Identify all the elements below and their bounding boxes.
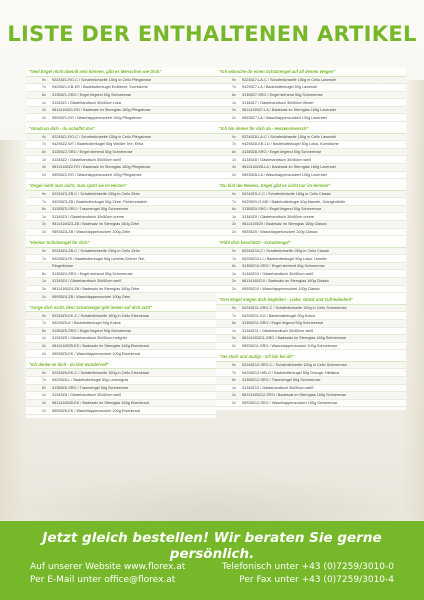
- article-quantity: 8x: [41, 385, 46, 390]
- article-description: 31355Z6-SRO / Traumengel 50g Schneerose: [52, 385, 129, 390]
- article-quantity: 3x: [41, 344, 46, 349]
- left-column: [26, 68, 216, 418]
- article-description: 98114165Z12-SRO / Badesalz im Sternglas 160g Schneerose: [242, 393, 347, 398]
- article-row: [26, 320, 216, 328]
- article-description: 92245Z3-ZB-C / Schafmilchseife 150g in Cello Zirbe: [52, 191, 140, 196]
- article-row: [216, 320, 406, 328]
- article-description: 94295Z9-O-MD / Badebutterkugel 50g Mandel, Orangenblüte: [242, 199, 346, 204]
- article-set-section: [216, 125, 406, 179]
- article-description: 98114165Z2-RO / Badesalz im Sternglas 160g Pfingstrose: [52, 165, 151, 170]
- article-row: [216, 156, 406, 164]
- article-row: [26, 134, 216, 142]
- article-description: 31345Z7 / Gästehandtuch 30x50cm flieder: [242, 100, 314, 105]
- section-title: "Weil Engel nicht überall sein können, gibt es Menschen wie Dich": [26, 68, 216, 77]
- article-quantity: 7x: [41, 256, 46, 261]
- article-quantity: 2x: [41, 408, 46, 413]
- article-row: [26, 350, 216, 358]
- article-description: 92245Z5-EK-C / Schafmilchseife 150g in Cello Eisenkraut: [52, 313, 150, 318]
- article-quantity: 9x: [41, 370, 46, 375]
- section-title: "Drei Engel mögen dich begleiten - Liebe, Glück und Zufriedenheit": [216, 296, 406, 305]
- article-row: [216, 221, 406, 229]
- article-quantity: 9x: [231, 248, 236, 253]
- article-quantity: 8x: [41, 92, 46, 97]
- article-description: 31355Z5-SRO / Engel liegend 50g Schneerose: [52, 328, 132, 333]
- article-set-section: [216, 68, 406, 122]
- article-description: 98114165Z1-RO / Badesalz im Sternglas 160g Pfingstrose: [52, 108, 151, 113]
- article-row: [26, 270, 216, 278]
- article-set-section: [26, 361, 216, 415]
- article-description: 95935Z7-LA / Waschlappenzuckerl 100g Lavendel: [242, 115, 327, 120]
- article-row: [26, 92, 216, 100]
- article-set-section: [26, 239, 216, 301]
- article-quantity: 3x: [231, 279, 236, 284]
- article-description: 95935Z12-SRO / Waschlappenzuckerl 100g Schneerose: [242, 401, 338, 406]
- article-quantity: 7x: [231, 85, 236, 90]
- article-quantity: 2x: [41, 172, 46, 177]
- article-description: 94295Z2-WT / Badebutterkugel 50g Weißer Tee, Erika: [52, 142, 144, 147]
- footer-slogan: Jetzt gleich bestellen! Wir beraten Sie gerne persönlich.: [42, 530, 382, 562]
- article-description: 31345Z4 / Gästehandtuch 30x50cm weiß: [52, 279, 122, 284]
- article-row: [216, 335, 406, 343]
- article-description: 31345Z5 / Gästehandtuch 30x50cm hellgrün: [52, 336, 127, 341]
- article-quantity: 9x: [231, 77, 236, 82]
- article-description: 31345Z3 / Gästehandtuch 30x50cm creme: [52, 214, 124, 219]
- article-row: [216, 134, 406, 142]
- article-row: [26, 343, 216, 351]
- article-description: 31345Z10 / Gästehandtuch 30x50cm weiß: [242, 271, 314, 276]
- article-row: [26, 328, 216, 336]
- article-quantity: 8x: [231, 150, 236, 155]
- article-row: [216, 305, 406, 313]
- article-quantity: 3x: [41, 222, 46, 227]
- article-row: [216, 278, 406, 286]
- article-description: 92245Z11-SRO-C / Schafmilchseife 150g in Cello Schneerose: [242, 306, 347, 311]
- article-description: 92245Z12-SRO-C / Schafmilchseife 150g in Cello Schneerose: [242, 363, 347, 368]
- article-description: 92245Z1-RO-C / Schafmilchseife 150g in Cello Pfingstrose: [52, 134, 151, 139]
- article-description: 94295Z11-KO / Badebutterkugel 50g Kokos: [242, 313, 316, 318]
- article-row: [26, 191, 216, 199]
- article-description: 92245Z4-ZB-C / Schafmilchseife 150g in Cello Zirbe: [52, 248, 140, 253]
- article-row: [216, 263, 406, 271]
- article-description: 94295Z12-HIB-O / Badebutterkugel 50g Orange, Hibiskus: [242, 370, 340, 375]
- article-quantity: 3x: [41, 286, 46, 291]
- article-quantity: 2x: [231, 401, 236, 406]
- article-quantity: 9x: [231, 134, 236, 139]
- article-quantity: 3x: [41, 165, 46, 170]
- article-description: 92245Z9-C-C / Schafmilchseife 150g in Cello Classic: [242, 191, 332, 196]
- footer-banner: [0, 521, 424, 600]
- article-row: [216, 270, 406, 278]
- article-description: 95935Z1-RO / Waschlappenzuckerl 100g Pfingstrose: [52, 115, 142, 120]
- article-row: [26, 248, 216, 256]
- article-description: 31355Z4-SRO / Engel stehend 50g Schneerose: [52, 271, 133, 276]
- article-description: 92245Z1-RO-C / Schafmilchseife 150g in Cello Pfingstrose: [52, 77, 151, 82]
- article-quantity: 3x: [41, 401, 46, 406]
- article-row: [26, 335, 216, 343]
- article-quantity: 1x: [41, 393, 46, 398]
- article-quantity: 9x: [41, 313, 46, 318]
- article-quantity: 3x: [231, 108, 236, 113]
- article-description: 31345Z8 / Gästehandtuch 30x50cm weiß: [242, 157, 312, 162]
- article-row: [26, 312, 216, 320]
- article-description: 98114165Z9 / Badesalz im Sternglas 160g Classic: [242, 222, 327, 227]
- article-set-section: [26, 125, 216, 179]
- footer-phone: Telefonisch unter +43 (0)7259/3010-0: [221, 562, 394, 572]
- article-quantity: 7x: [41, 321, 46, 326]
- article-description: 31355Z2-SRO / Engel stehend 50g Schneerose: [52, 150, 133, 155]
- article-quantity: 9x: [231, 306, 236, 311]
- article-row: [26, 369, 216, 377]
- article-description: 98114165Z8-LA / Badesalz im Sternglas 160g Lavendel: [242, 165, 336, 170]
- article-description: 95935Z3-ZB / Waschlappenzuckerl 100g Zirbe: [52, 229, 131, 234]
- decorative-background-left: [0, 140, 26, 520]
- article-row: [216, 99, 406, 107]
- article-quantity: 3x: [231, 393, 236, 398]
- article-set-section: [216, 296, 406, 350]
- article-quantity: 2x: [231, 115, 236, 120]
- article-row: [216, 77, 406, 85]
- article-quantity: 9x: [41, 248, 46, 253]
- article-quantity: 1x: [231, 100, 236, 105]
- article-description: 31345Z2 / Gästehandtuch 30x50cm weiß: [52, 157, 122, 162]
- article-row: [216, 369, 406, 377]
- section-title: "Kleiner Schutzengel für dich": [26, 239, 216, 248]
- article-row: [26, 114, 216, 122]
- article-set-section: [216, 239, 406, 293]
- footer-email[interactable]: Per E-Mail unter office@florex.at: [30, 575, 176, 585]
- article-description: 98114165Z4-ZB / Badesalz im Sternglas 160g Zirbe: [52, 286, 140, 291]
- article-quantity: 7x: [231, 199, 236, 204]
- article-row: [26, 385, 216, 393]
- article-quantity: 8x: [41, 150, 46, 155]
- article-row: [216, 286, 406, 294]
- article-row: [26, 400, 216, 408]
- article-quantity: 7x: [231, 256, 236, 261]
- section-title: "Glaub an dich - du schaffst das": [26, 125, 216, 134]
- article-description: 95935Z8-LA / Waschlappenzuckerl 100g Lavendel: [242, 172, 327, 177]
- section-title: "Ich wünsche dir einen Schutzengel auf all deinen Wegen": [216, 68, 406, 77]
- article-description: 98114165Z7-LA / Badesalz im Sternglas 160g Lavendel: [242, 108, 336, 113]
- article-row: [216, 385, 406, 393]
- footer-fax: Per Fax unter +43 (0)7259/3010-4: [239, 575, 394, 585]
- article-row: [26, 99, 216, 107]
- article-quantity: 3x: [231, 165, 236, 170]
- article-row: [26, 255, 216, 263]
- article-description: 95935Z5-EK / Waschlappenzuckerl 100g Eisenkraut: [52, 351, 140, 356]
- article-row: [216, 191, 406, 199]
- article-row: [216, 149, 406, 157]
- article-description: 31355Z11-SRO / Engel liegend 50g Schneerose: [242, 321, 324, 326]
- article-description: 31355Z12-SRO / Traumengel 50g Schneerose: [242, 378, 321, 383]
- article-row: [26, 278, 216, 286]
- section-title: "Ich bin immer für dich da - Herzensmensch": [216, 125, 406, 134]
- article-row: [26, 172, 216, 180]
- article-quantity: 8x: [231, 264, 236, 269]
- article-description: 94295Z1-KB-ER / Badebutterkugel Erdbeere, Kornblume: [52, 85, 148, 90]
- article-quantity: 2x: [231, 172, 236, 177]
- article-description: 31355Z10-SRO / Engel stehend 50g Schneerose: [242, 264, 325, 269]
- article-set-section: [216, 353, 406, 407]
- article-description: 31345Z9 / Gästehandtuch 30x50cm creme: [242, 214, 314, 219]
- article-row: [216, 92, 406, 100]
- article-quantity: 8x: [231, 321, 236, 326]
- article-description: 31355Z7-SRO / Engel stehend 50g Schneerose: [242, 92, 323, 97]
- article-row: [216, 206, 406, 214]
- article-row: [26, 213, 216, 221]
- article-row: [216, 343, 406, 351]
- article-description: 94295Z7-LA / Badebutterkugel 50g Lavendel: [242, 85, 318, 90]
- article-set-section: [26, 68, 216, 122]
- article-row: [216, 141, 406, 149]
- article-quantity: 8x: [231, 378, 236, 383]
- article-description: 31345Z1 / Gästehandtuch 30x50cm rosa: [52, 100, 121, 105]
- article-quantity: 3x: [231, 336, 236, 341]
- article-row: [26, 229, 216, 237]
- article-row: [26, 164, 216, 172]
- article-row: [26, 149, 216, 157]
- section-title: "Fühl dich beschützt - Schutzengel": [216, 239, 406, 248]
- article-quantity: 2x: [231, 286, 236, 291]
- article-quantity: 9x: [41, 77, 46, 82]
- article-description: 95935Z9 / Waschlappenzuckerl 100g Classic: [242, 229, 318, 234]
- article-set-section: [26, 182, 216, 236]
- section-title: "Sorge dich nicht, dein Schutzengel gibt immer auf dich acht": [26, 304, 216, 313]
- article-quantity: 7x: [231, 142, 236, 147]
- article-description: 94295Z3-ZB / Badebutterkugel 50g Zirbe, Fichtennadeln: [52, 199, 147, 204]
- article-quantity: 1x: [41, 214, 46, 219]
- article-quantity: 7x: [41, 378, 46, 383]
- article-description: 98114165Z6-EK / Badesalz im Sternglas 160g Eisenkraut: [52, 401, 149, 406]
- article-row: [216, 377, 406, 385]
- article-description: 95935Z11-SRO / Waschlappenzuckerl 100g Schneerose: [242, 344, 338, 349]
- article-description: 31355Z3-SRO / Traumengel 50g Schneerose: [52, 207, 129, 212]
- article-quantity: 2x: [41, 229, 46, 234]
- article-row: [216, 84, 406, 92]
- article-quantity: 1x: [231, 271, 236, 276]
- article-description: 98114165Z5-EK / Badesalz im Sternglas 160g Eisenkraut: [52, 344, 149, 349]
- article-quantity: 2x: [231, 229, 236, 234]
- article-row: [26, 156, 216, 164]
- article-row: [216, 213, 406, 221]
- article-row: [216, 328, 406, 336]
- article-description: 31355Z9-SRO / Engel liegend 50g Schneerose: [242, 207, 322, 212]
- article-description: 31355Z8-SRO / Engel liegend 50g Schneerose: [242, 150, 322, 155]
- article-row: [26, 141, 216, 149]
- article-row: [216, 312, 406, 320]
- article-description: 92245Z10-C / Schafmilchseife 150g in Cello Classic: [242, 248, 330, 253]
- article-row: [216, 164, 406, 172]
- article-set-section: [26, 304, 216, 358]
- article-description: 94295Z5-K / Badebutterkugel 50g Kokos: [52, 321, 121, 326]
- article-row: [216, 392, 406, 400]
- footer-website[interactable]: Auf unserer Website www.florex.at: [30, 562, 186, 572]
- article-row: [26, 77, 216, 85]
- article-quantity: 1x: [231, 157, 236, 162]
- article-description: 95935Z4-ZB / Waschlappenzuckerl 100g Zirbe: [52, 294, 131, 299]
- article-row: [216, 229, 406, 237]
- article-quantity: 8x: [41, 271, 46, 276]
- article-quantity: 1x: [41, 100, 46, 105]
- article-row: [26, 221, 216, 229]
- article-row: [26, 407, 216, 415]
- article-quantity: 9x: [41, 134, 46, 139]
- article-quantity: 8x: [41, 328, 46, 333]
- article-quantity: 7x: [231, 313, 236, 318]
- article-quantity: 7x: [41, 142, 46, 147]
- article-row: [26, 198, 216, 206]
- article-quantity: 9x: [231, 191, 236, 196]
- article-description: 31355Z1-SRO / Engel liegend 50g Schneerose: [52, 92, 132, 97]
- article-quantity: 8x: [231, 207, 236, 212]
- section-title: "Engel sieht man nicht, man spürt sie im Herzen": [26, 182, 216, 191]
- article-description: 98114165Z10 / Badesalz im Sternglas 160g Classic: [242, 279, 329, 284]
- article-row: [216, 400, 406, 408]
- article-quantity: 1x: [41, 157, 46, 162]
- article-quantity: 3x: [41, 108, 46, 113]
- article-quantity: 1x: [231, 328, 236, 333]
- article-description: 94295Z10-LI / Badebutterkugel 50g Lotus, Limette: [242, 256, 327, 261]
- article-row: [26, 377, 216, 385]
- article-description: 98114165Z3-ZB / Badesalz im Sternglas 160g Zirbe: [52, 222, 140, 227]
- article-row: [26, 84, 216, 92]
- article-description: 94295Z4-RI / Badebutterkugel 50g Limette-Grüner Tee,: [52, 256, 146, 261]
- article-quantity: 2x: [231, 344, 236, 349]
- article-row: [26, 293, 216, 301]
- article-row: [216, 198, 406, 206]
- article-row: [26, 286, 216, 294]
- article-description: 98114165Z11-SRO / Badesalz im Sternglas 160g Schneerose: [242, 336, 347, 341]
- article-quantity: 1x: [41, 336, 46, 341]
- article-row: [26, 392, 216, 400]
- article-description: 92245Z8-LA-C / Schafmilchseife 150g in Cello Lavendel: [242, 134, 337, 139]
- article-row: [26, 107, 216, 115]
- article-quantity: 8x: [41, 207, 46, 212]
- section-title: "Sei stark und mutig! - Ich bin bei dir": [216, 353, 406, 362]
- article-description: 95935Z10 / Waschlappenzuckerl 100g Classic: [242, 286, 320, 291]
- page-title: LISTE DER ENTHALTENEN ARTIKEL: [7, 22, 417, 46]
- section-title: "Ich denke an dich - du bist wundervoll": [26, 361, 216, 370]
- article-quantity: 2x: [41, 115, 46, 120]
- article-row: [216, 107, 406, 115]
- article-description: 31345Z11 / Gästehandtuch 30x50cm weiß: [242, 328, 314, 333]
- article-row: [26, 263, 216, 271]
- article-row: [26, 206, 216, 214]
- article-description: 94295Z6-L / Badebutterkugel 50g Lemongras: [52, 378, 129, 383]
- article-description: 92245Z6-EK-C / Schafmilchseife 150g in Cello Eisenkraut: [52, 370, 150, 375]
- article-quantity: 1x: [231, 214, 236, 219]
- article-description: Ringelblume: [52, 264, 74, 269]
- section-title: "Du bist der Beweis, Engel gibt es nicht nur im Himmel": [216, 182, 406, 191]
- article-description: 95935Z2-RO / Waschlappenzuckerl 100g Pfingstrose: [52, 172, 142, 177]
- article-quantity: 1x: [231, 385, 236, 390]
- article-quantity: 7x: [231, 370, 236, 375]
- right-column: [216, 68, 406, 410]
- article-quantity: 9x: [231, 363, 236, 368]
- article-row: [216, 362, 406, 370]
- article-row: [216, 248, 406, 256]
- article-quantity: 2x: [41, 351, 46, 356]
- article-set-section: [216, 182, 406, 236]
- article-description: 92245Z7-LA-C / Schafmilchseife 150g in Cello Lavendel: [242, 77, 337, 82]
- article-quantity: 7x: [41, 199, 46, 204]
- article-row: [216, 172, 406, 180]
- article-quantity: 8x: [231, 92, 236, 97]
- article-quantity: 2x: [41, 294, 46, 299]
- article-description: 31345Z6 / Gästehandtuch 30x50cm weiß: [52, 393, 122, 398]
- article-quantity: 7x: [41, 85, 46, 90]
- article-description: 31345Z12 / Gästehandtuch 30x50cm weiß: [242, 385, 314, 390]
- article-row: [216, 255, 406, 263]
- article-quantity: 9x: [41, 191, 46, 196]
- article-quantity: 3x: [231, 222, 236, 227]
- article-quantity: 1x: [41, 279, 46, 284]
- article-row: [216, 114, 406, 122]
- article-description: 95935Z6-EK / Waschlappenzuckerl 100g Eisenkraut: [52, 408, 140, 413]
- article-description: 94295Z8-KB-LO / Badebutterkugel 50g Lotus, Kornblume: [242, 142, 339, 147]
